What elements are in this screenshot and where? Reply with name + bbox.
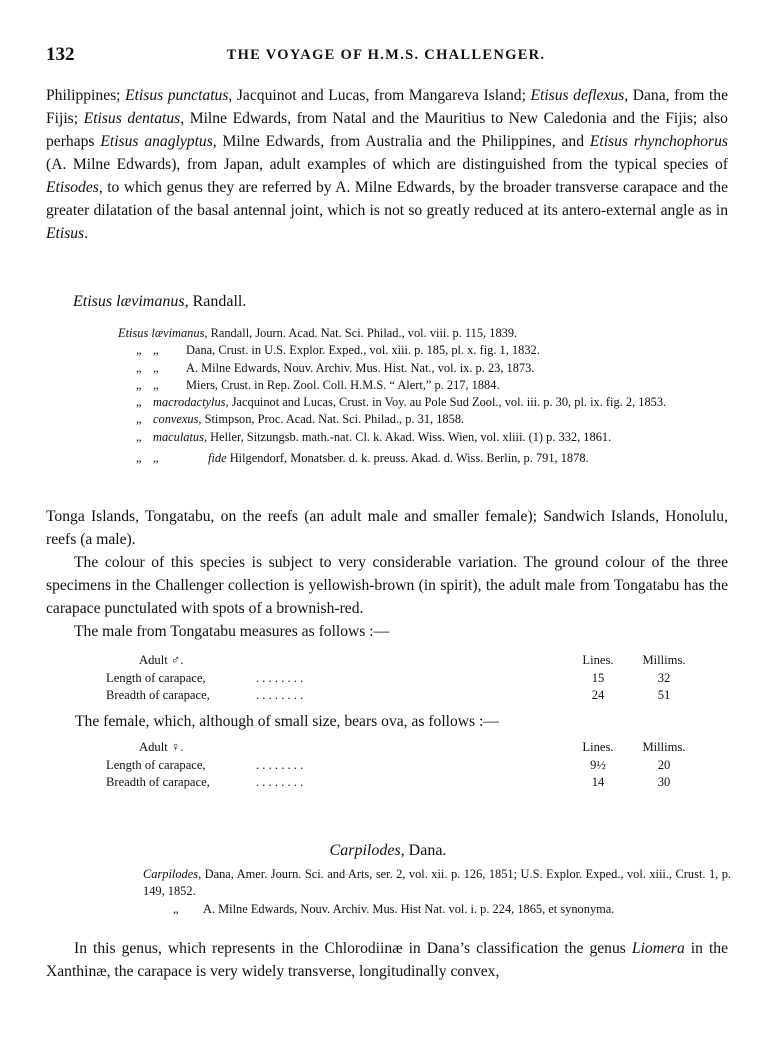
- synonym-name: maculatus: [153, 429, 204, 444]
- leader-dots: . . . . . . . .: [256, 688, 304, 702]
- genus-heading: [0, 842, 776, 860]
- species-heading-name: Etisus lævimanus: [73, 293, 185, 310]
- ditto-mark: „: [153, 360, 159, 375]
- synonymy-entry: [118, 377, 730, 394]
- col-millims: Millims.: [642, 653, 686, 667]
- synonym-name: Carpilodes: [143, 867, 199, 881]
- colour-paragraph: The colour of this species is subject to very considerable variation. The ground colour of the three specimens in the Challenger collection is yellowish-brown (in spirit), the adult male from Tongatabu has the carapace punctulated with spots of a brownish-red.: [46, 554, 728, 617]
- ditto-mark: „: [153, 343, 159, 358]
- measure-row: [106, 687, 700, 705]
- synonymy-entry: [118, 342, 730, 359]
- synonym-name: Etisus lævimanus: [118, 326, 205, 340]
- page-header: [46, 44, 726, 68]
- ditto-mark: „: [153, 451, 159, 466]
- synonym-name: convexus: [153, 412, 199, 427]
- leader-dots: . . . . . . . .: [256, 775, 304, 789]
- text-run: in the Xanthinæ, the carapace is very widely transverse, longitudinally convex,: [46, 940, 729, 980]
- measure-label: Length of carapace,: [106, 670, 206, 685]
- synonym-ref: Dana, Crust. in U.S. Explor. Exped., vol. xiii. p. 185, pl. x. fig. 1, 1832.: [186, 343, 540, 358]
- synonym-ref: A. Milne Edwards, Nouv. Archiv. Mus. Hist Nat. vol. i. p. 224, 1865, et synonyma.: [203, 901, 615, 916]
- col-millims: Millims.: [642, 740, 686, 754]
- genus-name: Etisodes: [46, 179, 99, 196]
- col-lines: Lines.: [582, 740, 614, 754]
- value-millims: 32: [657, 670, 671, 685]
- species-name: Etisus deflexus: [530, 87, 625, 104]
- measure-head-row: [106, 652, 700, 670]
- measure-label: Length of carapace,: [106, 757, 206, 772]
- text-run: .: [84, 225, 89, 242]
- synonym-ref: , Heller, Sitzungsb. math.-nat. Cl. k. Akad. Wiss. Wien, vol. xliii. (1) p. 332, 1861.: [203, 429, 612, 444]
- synonym-ref: , Dana, Amer. Journ. Sci. and Arts, ser. 2, vol. xii. p. 126, 1851; U.S. Explor. Exped., vol. xiii., Crust. 1, p. 149, 1852.: [143, 867, 731, 899]
- synonymy-entry: [118, 360, 730, 377]
- intro-paragraph: [46, 84, 728, 245]
- synonym-name: fide: [208, 451, 227, 466]
- text-run: , Milne Edwards, from Australia and the Philippines, and: [212, 133, 590, 150]
- female-intro: The female, which, although of small size, bears ova, as follows :—: [75, 713, 499, 730]
- ditto-mark: „: [173, 901, 179, 916]
- male-intro: The male from Tongatabu measures as follows :—: [74, 623, 390, 640]
- genus-name: Etisus: [46, 225, 85, 242]
- genus-name: Liomera: [631, 940, 685, 957]
- species-name: Etisus rhynchophorus: [589, 133, 728, 150]
- species-name: Etisus punctatus: [125, 87, 229, 104]
- genus-synonymy-entry: [143, 901, 731, 918]
- value-lines: 9½: [590, 757, 606, 772]
- col-lines: Lines.: [582, 653, 614, 667]
- ditto-mark: „: [136, 360, 142, 375]
- text-run: , Jacquinot and Lucas, from Mangareva Island;: [228, 87, 531, 104]
- ditto-mark: „: [136, 451, 142, 466]
- running-head: THE VOYAGE OF H.M.S. CHALLENGER.: [226, 47, 546, 63]
- female-measurements: [106, 739, 700, 792]
- measure-label: Breadth of carapace,: [106, 775, 210, 789]
- species-name: Etisus dentatus: [83, 110, 181, 127]
- measure-head-row: [106, 739, 700, 757]
- genus-synonymy-entry: [143, 866, 731, 901]
- value-millims: 30: [657, 775, 671, 789]
- synonym-ref: Miers, Crust. in Rep. Zool. Coll. H.M.S. “ Alert,” p. 217, 1884.: [186, 377, 500, 392]
- measure-head: Adult ♀.: [139, 740, 184, 754]
- synonym-ref: , Randall, Journ. Acad. Nat. Sci. Philad., vol. viii. p. 115, 1839.: [204, 326, 518, 340]
- synonym-ref: Hilgendorf, Monatsber. d. k. preuss. Akad. d. Wiss. Berlin, p. 791, 1878.: [226, 451, 589, 466]
- ditto-mark: „: [136, 429, 142, 444]
- species-heading: [73, 293, 246, 311]
- species-heading-author: , Randall.: [184, 293, 247, 310]
- synonym-ref: A. Milne Edwards, Nouv. Archiv. Mus. Hist. Nat., vol. ix. p. 23, 1873.: [186, 360, 535, 375]
- genus-paragraph: [46, 937, 728, 983]
- measure-row: [106, 757, 700, 775]
- text-run: , Dana, from the Fijis;: [46, 87, 728, 127]
- text-run: , to which genus they are referred by A. Milne Edwards, by the broader transverse carapace and the greater dilatation of the basal antennal joint, which is not so greatly reduced at its antero-external angle as in: [46, 179, 728, 219]
- value-millims: 20: [657, 757, 671, 772]
- ditto-mark: „: [136, 412, 142, 427]
- synonymy-entry: [118, 429, 730, 446]
- ditto-mark: „: [136, 395, 142, 410]
- synonymy-entry: [118, 325, 730, 342]
- value-lines: 24: [591, 688, 605, 702]
- ditto-mark: „: [153, 377, 159, 392]
- measure-row: [106, 774, 700, 792]
- measure-label: Breadth of carapace,: [106, 688, 210, 702]
- localities-paragraph: Tonga Islands, Tongatabu, on the reefs (an adult male and smaller female); Sandwich Islands, Honolulu, reefs (a male).: [46, 508, 728, 548]
- male-measurements: [106, 652, 700, 705]
- species-name: Etisus anaglyptus: [100, 133, 213, 150]
- ditto-mark: „: [136, 377, 142, 392]
- synonym-ref: , Stimpson, Proc. Acad. Nat. Sci. Philad., p. 31, 1858.: [198, 412, 465, 427]
- synonymy-entry: [118, 394, 730, 411]
- page-number: 132: [46, 44, 75, 65]
- species-text: [46, 505, 728, 643]
- value-lines: 14: [591, 775, 605, 789]
- genus-synonymy: [143, 866, 731, 918]
- text-run: (A. Milne Edwards), from Japan, adult examples of which are distinguished from the typical species of: [46, 156, 728, 173]
- leader-dots: . . . . . . . .: [256, 670, 304, 685]
- measure-row: [106, 670, 700, 688]
- genus-heading-name: Carpilodes: [329, 842, 401, 859]
- text-run: , Milne Edwards, from Natal and the Mauritius to New Caledonia and the Fijis; also perhaps: [46, 110, 728, 150]
- synonymy-entry: [118, 450, 730, 467]
- synonymy-list: [118, 325, 730, 467]
- text-run: Philippines;: [46, 87, 126, 104]
- genus-heading-author: , Dana.: [400, 842, 447, 859]
- synonymy-entry: [118, 411, 730, 428]
- text-run: In this genus, which represents in the Chlorodiinæ in Dana’s classification the genus: [74, 940, 632, 957]
- measure-head: Adult ♂.: [139, 653, 184, 667]
- value-lines: 15: [591, 670, 605, 685]
- value-millims: 51: [657, 688, 671, 702]
- ditto-mark: „: [136, 343, 142, 358]
- leader-dots: . . . . . . . .: [256, 757, 304, 772]
- synonym-ref: , Jacquinot and Lucas, Crust. in Voy. au Pole Sud Zool., vol. iii. p. 30, pl. ix. fig. 2, 1853.: [225, 395, 667, 410]
- synonym-name: macrodactylus: [153, 395, 226, 410]
